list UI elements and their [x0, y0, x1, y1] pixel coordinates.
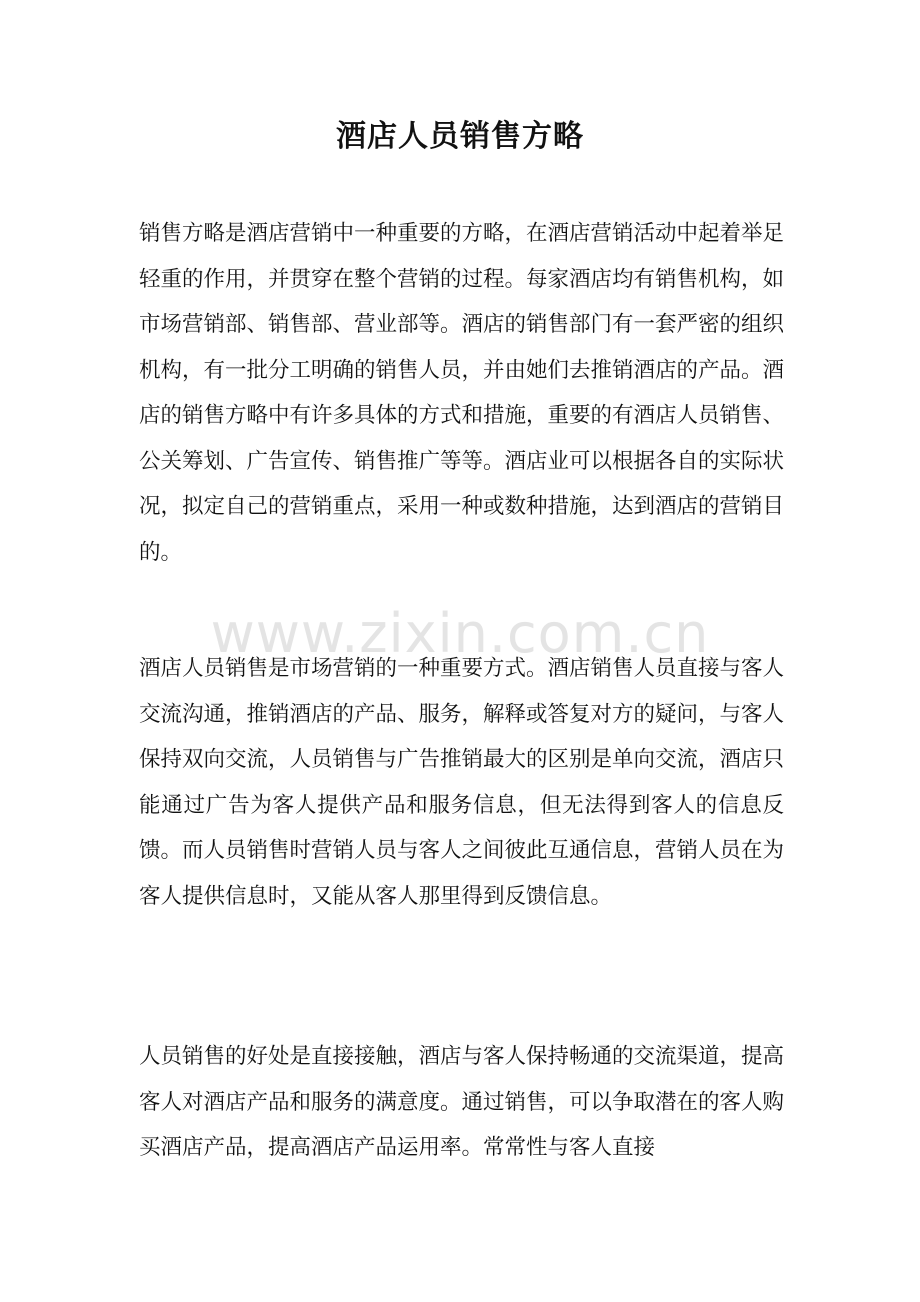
paragraph-1: 销售方略是酒店营销中一种重要的方略，在酒店营销活动中起着举足轻重的作用，并贯穿在整个营销的过程。每家酒店均有销售机构，如市场营销部、销售部、营业部等。酒店的销售部门有一套严密的组织机构，有一批分工明确的销售人员，并由她们去推销酒店的产品。酒店的销售方略中有许多具体的方式和措施，重要的有酒店人员销售、公关筹划、广告宣传、销售推广等等。酒店业可以根据各自的实际状况，拟定自己的营销重点，采用一种或数种措施，达到酒店的营销目的。 [139, 221, 785, 565]
paragraph-2: 酒店人员销售是市场营销的一种重要方式。酒店销售人员直接与客人交流沟通，推销酒店的产品、服务，解释或答复对方的疑问，与客人保持双向交流，人员销售与广告推销最大的区别是单向交流，酒店只能通过广告为客人提供产品和服务信息，但无法得到客人的信息反馈。而人员销售时营销人员与客人之间彼此互通信息，营销人员在为客人提供信息时，又能从客人那里得到反馈信息。 [139, 656, 785, 909]
paragraph-3: 人员销售的好处是直接接触，酒店与客人保持畅通的交流渠道，提高客人对酒店产品和服务的满意度。通过销售，可以争取潜在的客人购买酒店产品，提高酒店产品运用率。常常性与客人直接 [139, 1044, 785, 1160]
watermark: www.zixin.com.cn [210, 602, 710, 665]
document-title: 酒店人员销售方略 [336, 119, 584, 154]
